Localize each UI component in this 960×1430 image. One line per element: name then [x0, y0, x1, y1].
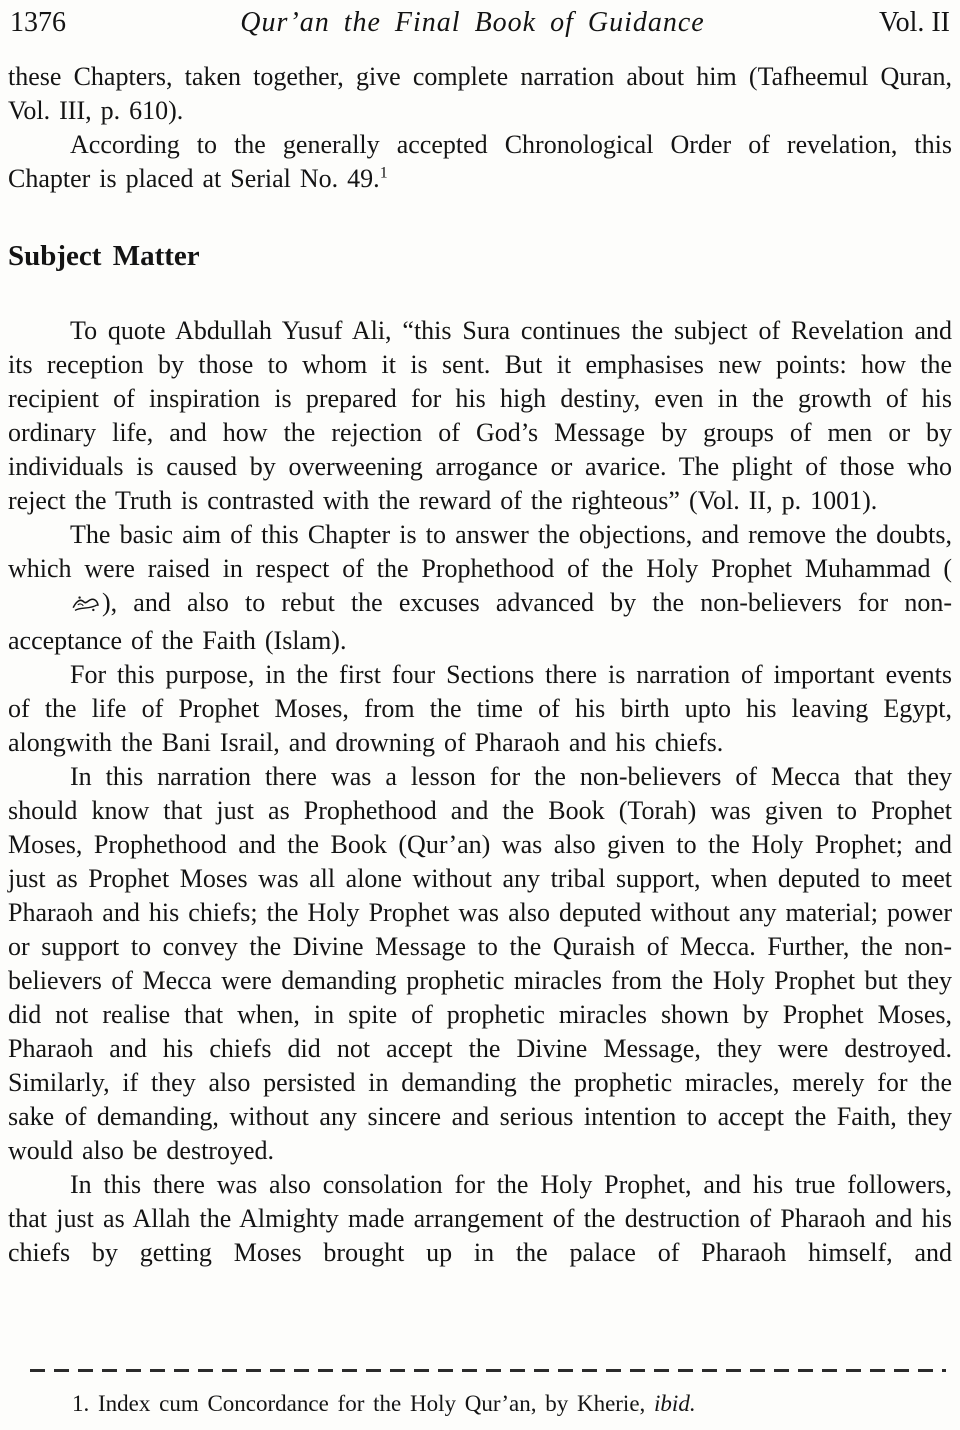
- paragraph-lesson: In this narration there was a lesson for the non-believers of Mecca that they should know that just as Prophethood and the Book (Torah) was given to Prophet Moses, Prophethood and the Book (Qur’an) was also given to the Holy Prophet; and just as Prophet Moses was all alone without any tribal support, when deputed to meet Pharaoh and his chiefs; the Holy Prophet was also deputed without any material; power or support to convey the Divine Message to the Quraish of Mecca. Further, the non-believers of Mecca were demanding prophetic miracles from the Holy Prophet but they did not realise that when, in spite of prophetic miracles shown by Prophet Moses, Pharaoh and his chiefs did not accept the Divine Message, they were destroyed. Similarly, if they also persisted in demanding the prophetic miracles, merely for the sake of demanding, without any sincere and serious intention to accept the Faith, they would also be destroyed.: [8, 762, 952, 1165]
- paragraph-quote: To quote Abdullah Yusuf Ali, “this Sura continues the subject of Revelation and its reception by those to whom it is sent. But it emphasises new points: how the recipient of inspiration is prepared for his high destiny, even in the growth of his ordinary life, and how the rejection of God’s Message by groups of men or by individuals is caused by overweening arrogance or avarice. The plight of those who reject the Truth is contrasted with the reward of the righteous” (Vol. II, p. 1001).: [8, 316, 952, 515]
- footnote-text: Index cum Concordance for the Holy Qur’an, by Kherie,: [89, 1391, 655, 1416]
- volume-label: Vol. II: [878, 7, 950, 38]
- pbuh-calligraphy-icon: [9, 590, 101, 624]
- section-heading: Subject Matter: [8, 240, 200, 272]
- paragraph-aim-before: The basic aim of this Chapter is to answer the objections, and remove the doubts, which were raised in respect of the Prophethood of the Holy Prophet Muhammad (: [8, 520, 952, 583]
- paragraph-purpose: For this purpose, in the first four Sections there is narration of important events of the life of Prophet Moses, from the time of his birth upto his leaving Egypt, alongwith the Bani Israil, and drowning of Pharaoh and his chiefs.: [8, 660, 952, 757]
- paragraph-chronology: [8, 128, 952, 196]
- footnote-area: [8, 1363, 952, 1418]
- footnote-separator-dashed-line: [30, 1369, 946, 1372]
- body-text: [8, 60, 952, 1270]
- footnote-number: 1.: [72, 1391, 90, 1416]
- paragraph-aim: [8, 518, 952, 658]
- paragraph-aim-after: ), and also to rebut the excuses advanced by the non-believers for non-acceptance of the Faith (Islam).: [8, 588, 952, 655]
- footnote-reference-marker: 1: [379, 164, 388, 182]
- paragraph-chronology-text: According to the generally accepted Chronological Order of revelation, this Chapter is placed at Serial No. 49.: [8, 130, 952, 193]
- footnote-source-italic: ibid.: [654, 1391, 696, 1416]
- footnote: [8, 1390, 952, 1418]
- paragraph-continuation: these Chapters, taken together, give complete narration about him (Tafheemul Quran, Vol. III, p. 610).: [8, 62, 952, 125]
- page-number: 1376: [10, 7, 66, 38]
- running-header: [8, 6, 952, 40]
- book-title: Qur’an the Final Book of Guidance: [240, 7, 705, 38]
- paragraph-consolation: In this there was also consolation for the Holy Prophet, and his true followers, that just as Allah the Almighty made arrangement of the destruction of Pharaoh and his chiefs by getting Moses brought up in the palace of Pharaoh himself, and: [8, 1170, 952, 1267]
